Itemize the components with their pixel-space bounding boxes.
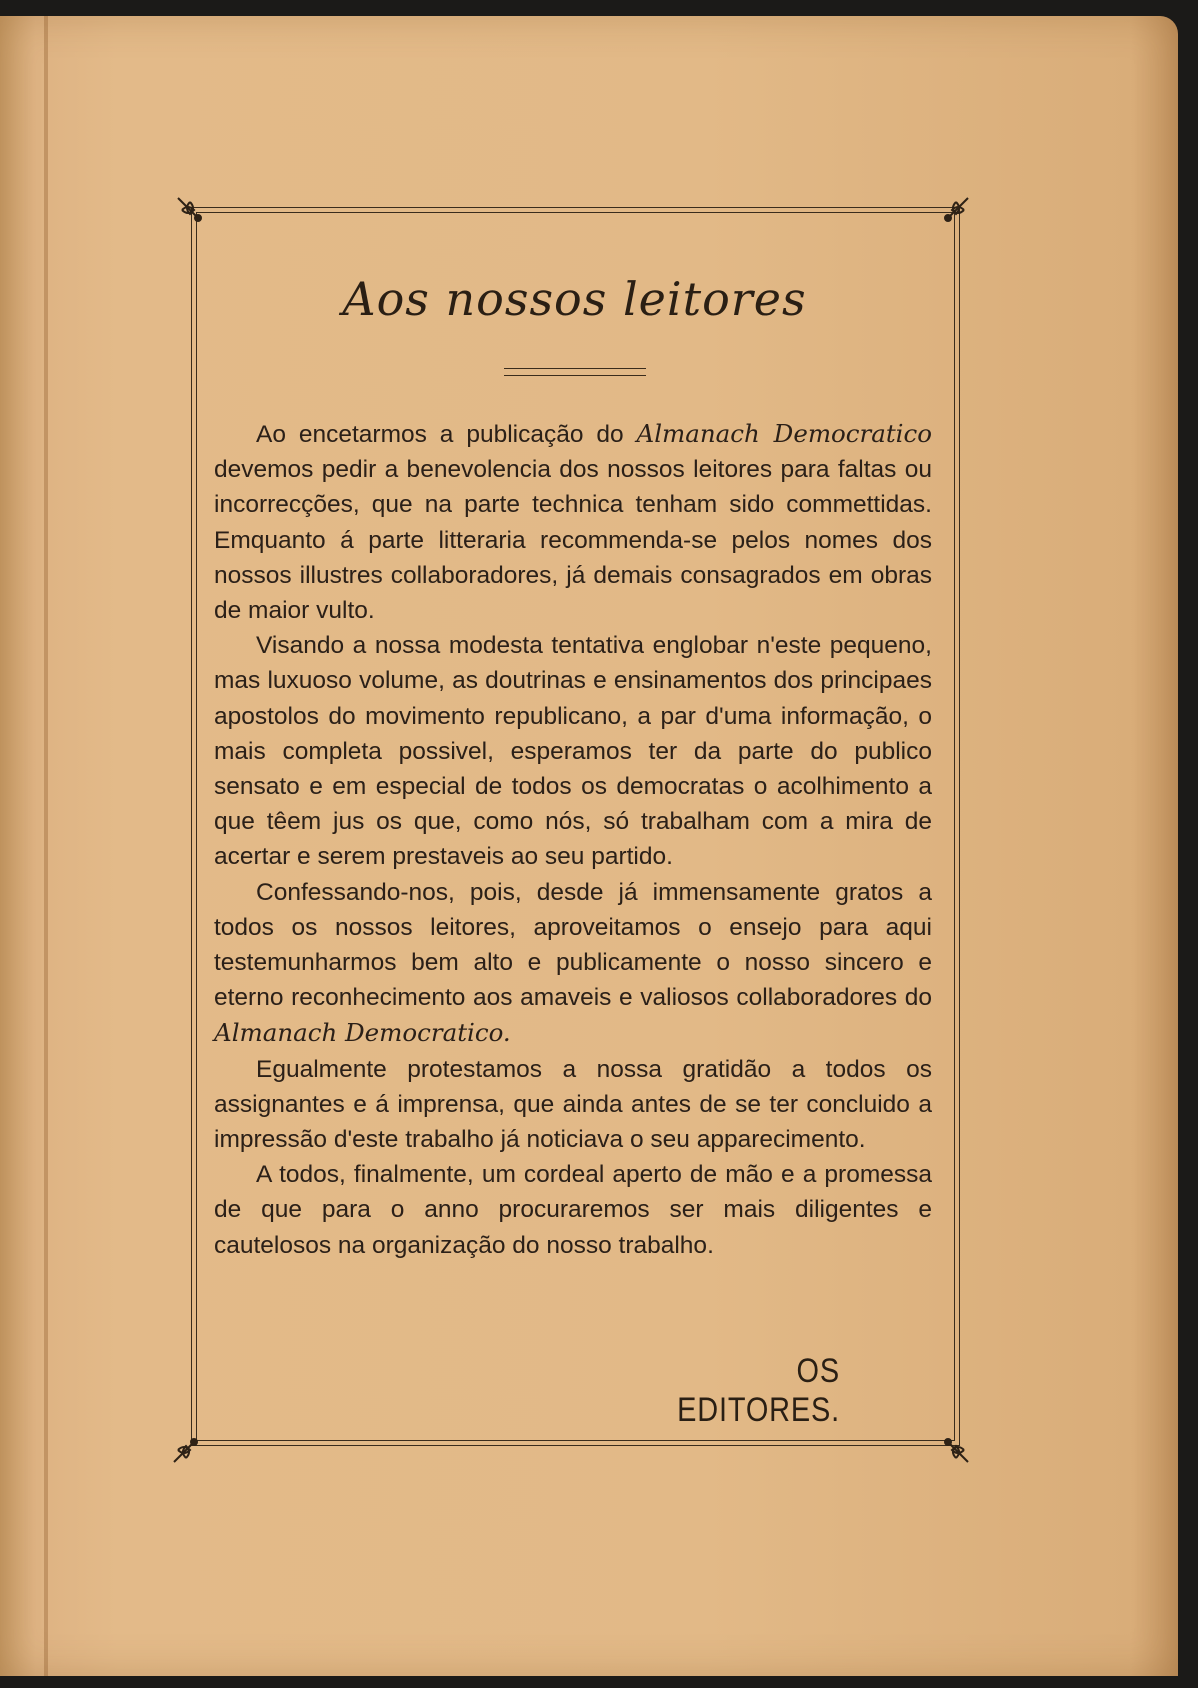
paragraph: Visando a nossa modesta tentativa englobar n'este pequeno, mas luxuoso volume, as doutrinas e ensinamentos dos principaes apostolos do movimento republicano, a par d'uma informação, o mais completa possivel, esperamos ter da parte do publico sensato e em especial de todos os democratas o acolhimento a que têem jus os que, como nós, só trabalham com a mira de acertar e serem prestaveis ao seu partido.	[214, 632, 932, 871]
title-divider	[504, 368, 646, 376]
page-fold	[44, 16, 48, 1676]
paragraph: Confessando-nos, pois, desde já immensamente gratos a todos os nossos leitores, aproveitamos o ensejo para aqui testemunharmos bem alto e publicamente o nosso sincero e eterno reconhecimento aos amaveis e valiosos collaboradores do Almanach Democratico.	[214, 878, 932, 1048]
corner-ornament-bottom-right-icon	[914, 1408, 974, 1468]
paragraph: Egualmente protestamos a nossa gratidão a todos os assignantes e á imprensa, que ainda antes de se ter concluido a impressão d'este trabalho já noticiava o seu apparecimento.	[214, 1055, 932, 1154]
corner-ornament-bottom-left-icon	[168, 1408, 228, 1468]
signature: OS EDITORES.	[677, 1352, 840, 1429]
letter-body	[214, 416, 932, 1263]
corner-ornament-top-left-icon	[172, 192, 232, 252]
paragraph: A todos, finalmente, um cordeal aperto de mão e a promessa de que para o anno procuraremos ser mais diligentes e cautelosos na organização do nosso trabalho.	[214, 1161, 932, 1259]
paragraph: Ao encetarmos a publicação do Almanach Democratico devemos pedir a benevolencia dos nossos leitores para faltas ou incorrecções, que na parte technica tenham sido commettidas. Emquanto á parte litteraria recommenda-se pelos nomes dos nossos illustres collaboradores, já demais consagrados em obras de maior vulto.	[214, 419, 932, 625]
corner-ornament-top-right-icon	[914, 192, 974, 252]
page-title: Aos nossos leitores	[342, 272, 807, 326]
